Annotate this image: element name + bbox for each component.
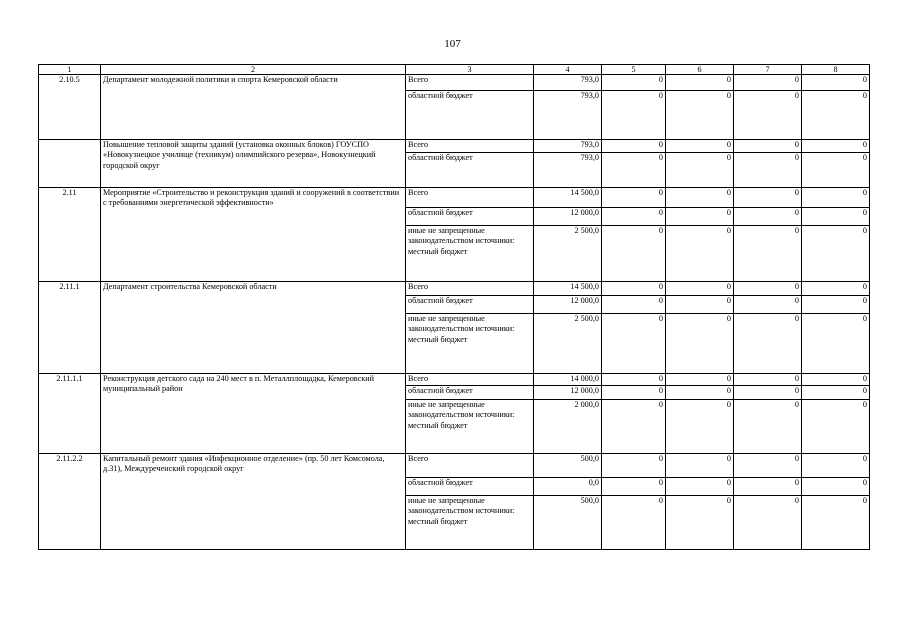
value-cell: 0	[666, 454, 734, 478]
section-code: 2.11	[39, 188, 101, 282]
value-cell: 0	[602, 478, 666, 496]
section-name: Департамент строительства Кемеровской области	[101, 282, 406, 374]
other-sources-label: иные не запрещенные законодательством источники:	[408, 496, 515, 516]
value-cell: 0	[734, 140, 802, 153]
value-cell: 793,0	[534, 153, 602, 188]
value-cell: 0	[666, 386, 734, 400]
value-cell: 0	[602, 314, 666, 374]
value-cell: 0	[602, 140, 666, 153]
value-cell: 0	[602, 454, 666, 478]
value-cell: 12 000,0	[534, 208, 602, 226]
value-cell: 0	[802, 75, 870, 91]
value-cell: 0	[802, 386, 870, 400]
value-cell: 0	[666, 400, 734, 454]
section-code: 2.10.5	[39, 75, 101, 140]
value-cell: 0	[802, 296, 870, 314]
section-code: 2.11.1	[39, 282, 101, 374]
value-cell: 0	[802, 282, 870, 296]
budget-table	[38, 64, 870, 550]
table-row	[39, 374, 870, 386]
source-label: Всего	[406, 75, 534, 91]
value-cell: 0	[734, 282, 802, 296]
source-label: областной бюджет	[406, 208, 534, 226]
header-cell: 7	[734, 65, 802, 75]
value-cell: 0	[666, 496, 734, 550]
value-cell: 0	[802, 478, 870, 496]
other-sources-label: иные не запрещенные законодательством источники:	[408, 314, 515, 334]
value-cell: 0	[666, 140, 734, 153]
value-cell: 793,0	[534, 91, 602, 140]
value-cell: 0	[602, 188, 666, 208]
local-budget-label: местный бюджет	[408, 246, 468, 256]
value-cell: 0	[602, 282, 666, 296]
value-cell: 500,0	[534, 496, 602, 550]
value-cell: 12 000,0	[534, 296, 602, 314]
source-label: Всего	[406, 188, 534, 208]
value-cell: 0	[666, 478, 734, 496]
value-cell: 0	[602, 496, 666, 550]
value-cell: 0	[666, 91, 734, 140]
header-cell: 6	[666, 65, 734, 75]
value-cell: 0	[602, 400, 666, 454]
table-row	[39, 140, 870, 153]
header-cell: 1	[39, 65, 101, 75]
local-budget-label: местный бюджет	[408, 420, 468, 430]
value-cell: 0	[602, 226, 666, 282]
value-cell: 0	[802, 208, 870, 226]
value-cell: 2 500,0	[534, 226, 602, 282]
value-cell: 0	[602, 386, 666, 400]
value-cell: 0	[602, 91, 666, 140]
source-label: областной бюджет	[406, 91, 534, 140]
source-label	[406, 400, 534, 454]
source-label	[406, 226, 534, 282]
value-cell: 0	[734, 91, 802, 140]
source-label	[406, 314, 534, 374]
value-cell: 0	[666, 296, 734, 314]
value-cell: 0	[602, 296, 666, 314]
section-code: 2.11.2.2	[39, 454, 101, 550]
other-sources-label: иные не запрещенные законодательством источники:	[408, 226, 515, 246]
value-cell: 0	[802, 374, 870, 386]
value-cell: 2 000,0	[534, 400, 602, 454]
section-name: Департамент молодежной политики и спорта Кемеровской области	[101, 75, 406, 140]
value-cell: 0	[734, 188, 802, 208]
value-cell: 0	[666, 282, 734, 296]
value-cell: 0	[802, 226, 870, 282]
value-cell: 0	[734, 208, 802, 226]
value-cell: 0	[802, 314, 870, 374]
value-cell: 0	[602, 75, 666, 91]
header-cell: 2	[101, 65, 406, 75]
source-label: областной бюджет	[406, 478, 534, 496]
source-label: Всего	[406, 282, 534, 296]
value-cell: 500,0	[534, 454, 602, 478]
value-cell: 0	[734, 226, 802, 282]
value-cell: 0	[666, 75, 734, 91]
value-cell: 0	[802, 153, 870, 188]
value-cell: 0	[602, 374, 666, 386]
value-cell: 0	[734, 75, 802, 91]
value-cell: 0	[734, 153, 802, 188]
value-cell: 0	[734, 496, 802, 550]
local-budget-label: местный бюджет	[408, 516, 468, 526]
section-name: Капитальный ремонт здания «Инфекционное отделение» (пр. 50 лет Комсомола, д.31), Междуреченский городской округ	[101, 454, 406, 550]
source-label: Всего	[406, 140, 534, 153]
header-cell: 3	[406, 65, 534, 75]
value-cell: 0	[666, 188, 734, 208]
section-name: Повышение тепловой защиты зданий (установка оконных блоков) ГОУСПО «Новокузнецкое училище (техникум) олимпийского резерва», Новокузнецкий городской округ	[101, 140, 406, 188]
value-cell: 793,0	[534, 75, 602, 91]
value-cell: 0	[802, 140, 870, 153]
source-label: областной бюджет	[406, 296, 534, 314]
value-cell: 0	[802, 496, 870, 550]
table-row	[39, 454, 870, 478]
value-cell: 0	[602, 208, 666, 226]
table-row	[39, 188, 870, 208]
source-label: Всего	[406, 374, 534, 386]
value-cell: 0	[802, 91, 870, 140]
table-row	[39, 75, 870, 91]
section-name: Мероприятие «Строительство и реконструкция зданий и сооружений в соответствии с требованиями энергетической эффективности»	[101, 188, 406, 282]
value-cell: 0	[666, 314, 734, 374]
table-row	[39, 282, 870, 296]
source-label: областной бюджет	[406, 153, 534, 188]
header-cell: 5	[602, 65, 666, 75]
value-cell: 0	[734, 454, 802, 478]
other-sources-label: иные не запрещенные законодательством источники:	[408, 400, 515, 420]
value-cell: 0	[602, 153, 666, 188]
header-cell: 4	[534, 65, 602, 75]
source-label	[406, 496, 534, 550]
source-label: областной бюджет	[406, 386, 534, 400]
value-cell: 0	[666, 208, 734, 226]
source-label: Всего	[406, 454, 534, 478]
value-cell: 2 500,0	[534, 314, 602, 374]
value-cell: 0	[666, 153, 734, 188]
value-cell: 14 500,0	[534, 188, 602, 208]
value-cell: 0	[802, 400, 870, 454]
value-cell: 0	[666, 374, 734, 386]
value-cell: 793,0	[534, 140, 602, 153]
value-cell: 14 500,0	[534, 282, 602, 296]
header-cell: 8	[802, 65, 870, 75]
section-code: 2.11.1.1	[39, 374, 101, 454]
section-name: Реконструкция детского сада на 240 мест в п. Металлплощадка, Кемеровский муниципальный район	[101, 374, 406, 454]
value-cell: 0	[802, 454, 870, 478]
value-cell: 0	[734, 374, 802, 386]
value-cell: 0	[734, 314, 802, 374]
value-cell: 0	[734, 386, 802, 400]
value-cell: 0,0	[534, 478, 602, 496]
header-row	[39, 65, 870, 75]
section-code	[39, 140, 101, 188]
page-number: 107	[444, 38, 461, 50]
value-cell: 12 000,0	[534, 386, 602, 400]
value-cell: 14 000,0	[534, 374, 602, 386]
value-cell: 0	[666, 226, 734, 282]
value-cell: 0	[802, 188, 870, 208]
value-cell: 0	[734, 296, 802, 314]
value-cell: 0	[734, 478, 802, 496]
value-cell: 0	[734, 400, 802, 454]
local-budget-label: местный бюджет	[408, 334, 468, 344]
